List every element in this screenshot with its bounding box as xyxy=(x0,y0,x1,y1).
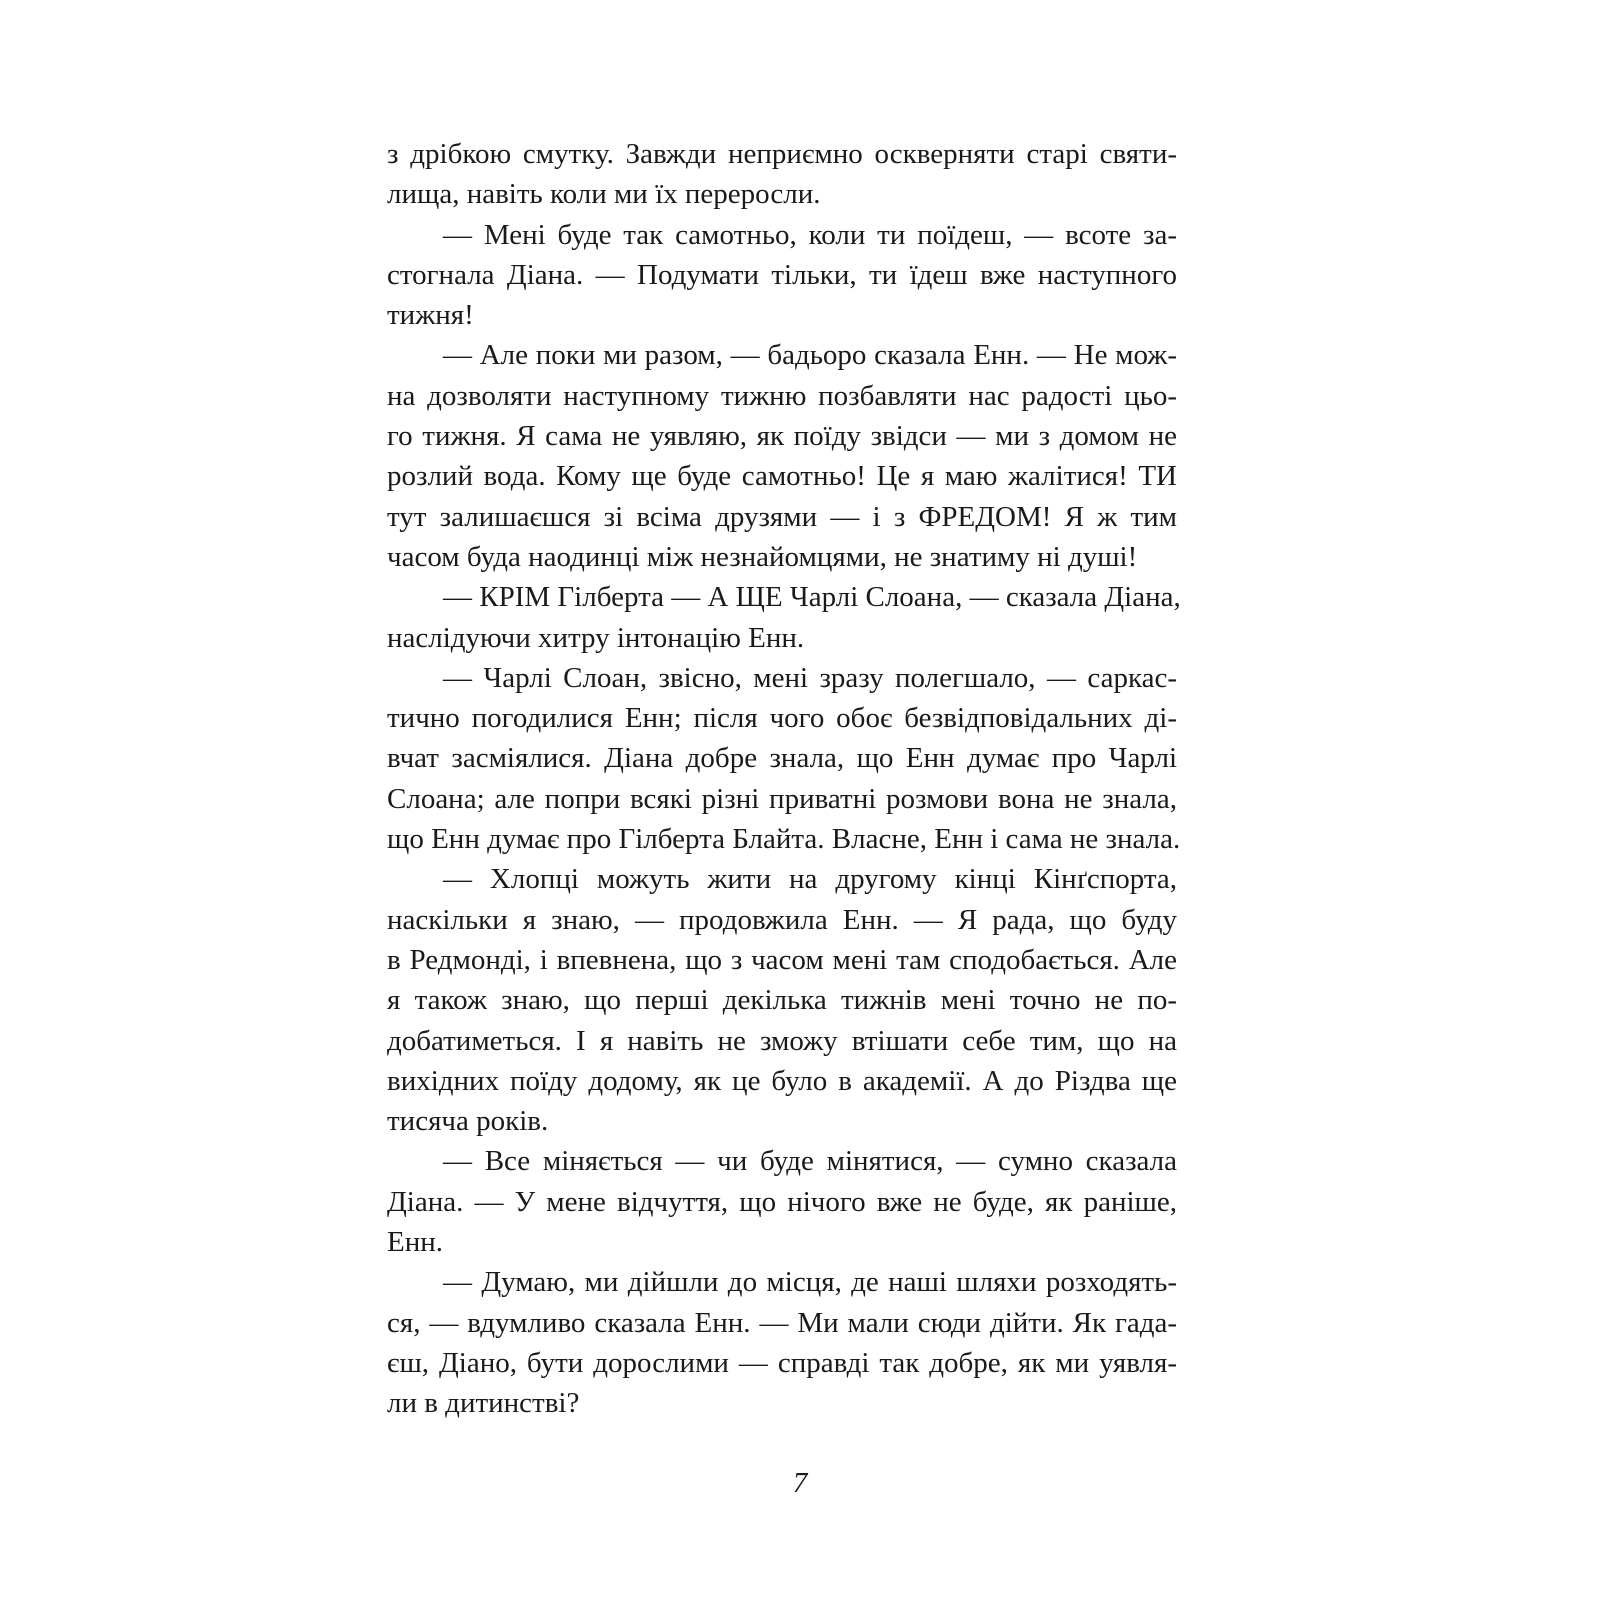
text-line: ли в дитинстві? xyxy=(387,1387,580,1420)
body-text xyxy=(387,134,1181,1424)
text-line: — Чарлі Слоан, звісно, мені зразу полегшало, — саркас- xyxy=(443,661,1177,694)
text-line: єш, Діано, бути дорослими — справді так добре, як ми уявля- xyxy=(387,1346,1177,1379)
text-line: — КРІМ Гілберта — А ЩЕ Чарлі Слоана, — сказала Діана, xyxy=(443,581,1181,614)
text-line: — Хлопці можуть жити на другому кінці Кінґспорта, xyxy=(443,863,1177,896)
text-line: вчат засміялися. Діана добре знала, що Енн думає про Чарлі xyxy=(387,742,1177,775)
text-line: добатиметься. І я навіть не зможу втішати себе тим, що на xyxy=(387,1024,1177,1057)
text-line: наслідуючи хитру інтонацію Енн. xyxy=(387,621,805,654)
text-line: — Але поки ми разом, — бадьоро сказала Енн. — Не мож- xyxy=(443,339,1177,372)
text-line: стогнала Діана. — Подумати тільки, ти їдеш вже наступного xyxy=(387,258,1177,291)
text-line: Діана. — У мене відчуття, що нічого вже не буде, як раніше, xyxy=(387,1185,1177,1218)
text-line: лища, навіть коли ми їх переросли. xyxy=(387,178,821,211)
text-line: тут залишаєшся зі всіма друзями — і з ФРЕДОМ! Я ж тим xyxy=(387,500,1177,533)
text-line: — Все міняється — чи буде мінятися, — сумно сказала xyxy=(443,1145,1177,1178)
text-line: я також знаю, що перші декілька тижнів мені точно не по- xyxy=(387,984,1177,1017)
text-line: Слоана; але попри всякі різні приватні розмови вона не знала, xyxy=(387,782,1177,815)
text-line: тисяча років. xyxy=(387,1105,549,1138)
page-number: 7 xyxy=(792,1467,808,1499)
text-line: що Енн думає про Гілберта Блайта. Власне, Енн і сама не знала. xyxy=(387,823,1181,856)
text-line: розлий вода. Кому ще буде самотньо! Це я маю жалітися! ТИ xyxy=(387,460,1177,493)
text-line: наскільки я знаю, — продовжила Енн. — Я рада, що буду xyxy=(387,903,1177,936)
text-line: Енн. xyxy=(387,1226,444,1259)
text-line: — Мені буде так самотньо, коли ти поїдеш, — всоте за- xyxy=(443,218,1177,251)
text-line: ся, — вдумливо сказала Енн. — Ми мали сюди дійти. Як гада- xyxy=(387,1306,1177,1339)
text-line: на дозволяти наступному тижню позбавляти нас радості цьо- xyxy=(387,379,1177,412)
text-line: в Редмонді, і впевнена, що з часом мені там сподобається. Але xyxy=(387,943,1177,976)
text-line: вихідних поїду додому, як це було в академії. А до Різдва ще xyxy=(387,1064,1177,1097)
text-line: — Думаю, ми дійшли до місця, де наші шляхи розходять- xyxy=(443,1266,1177,1299)
text-line: тижня! xyxy=(387,299,474,332)
text-line: часом буда наодинці між незнайомцями, не знатиму ні душі! xyxy=(387,540,1138,573)
text-line: го тижня. Я сама не уявляю, як поїду звідси — ми з домом не xyxy=(387,420,1177,453)
text-line: з дрібкою смутку. Завжди неприємно оскверняти старі святи- xyxy=(387,138,1177,170)
text-line: тично погодилися Енн; після чого обоє безвідповідальних ді- xyxy=(387,702,1177,735)
